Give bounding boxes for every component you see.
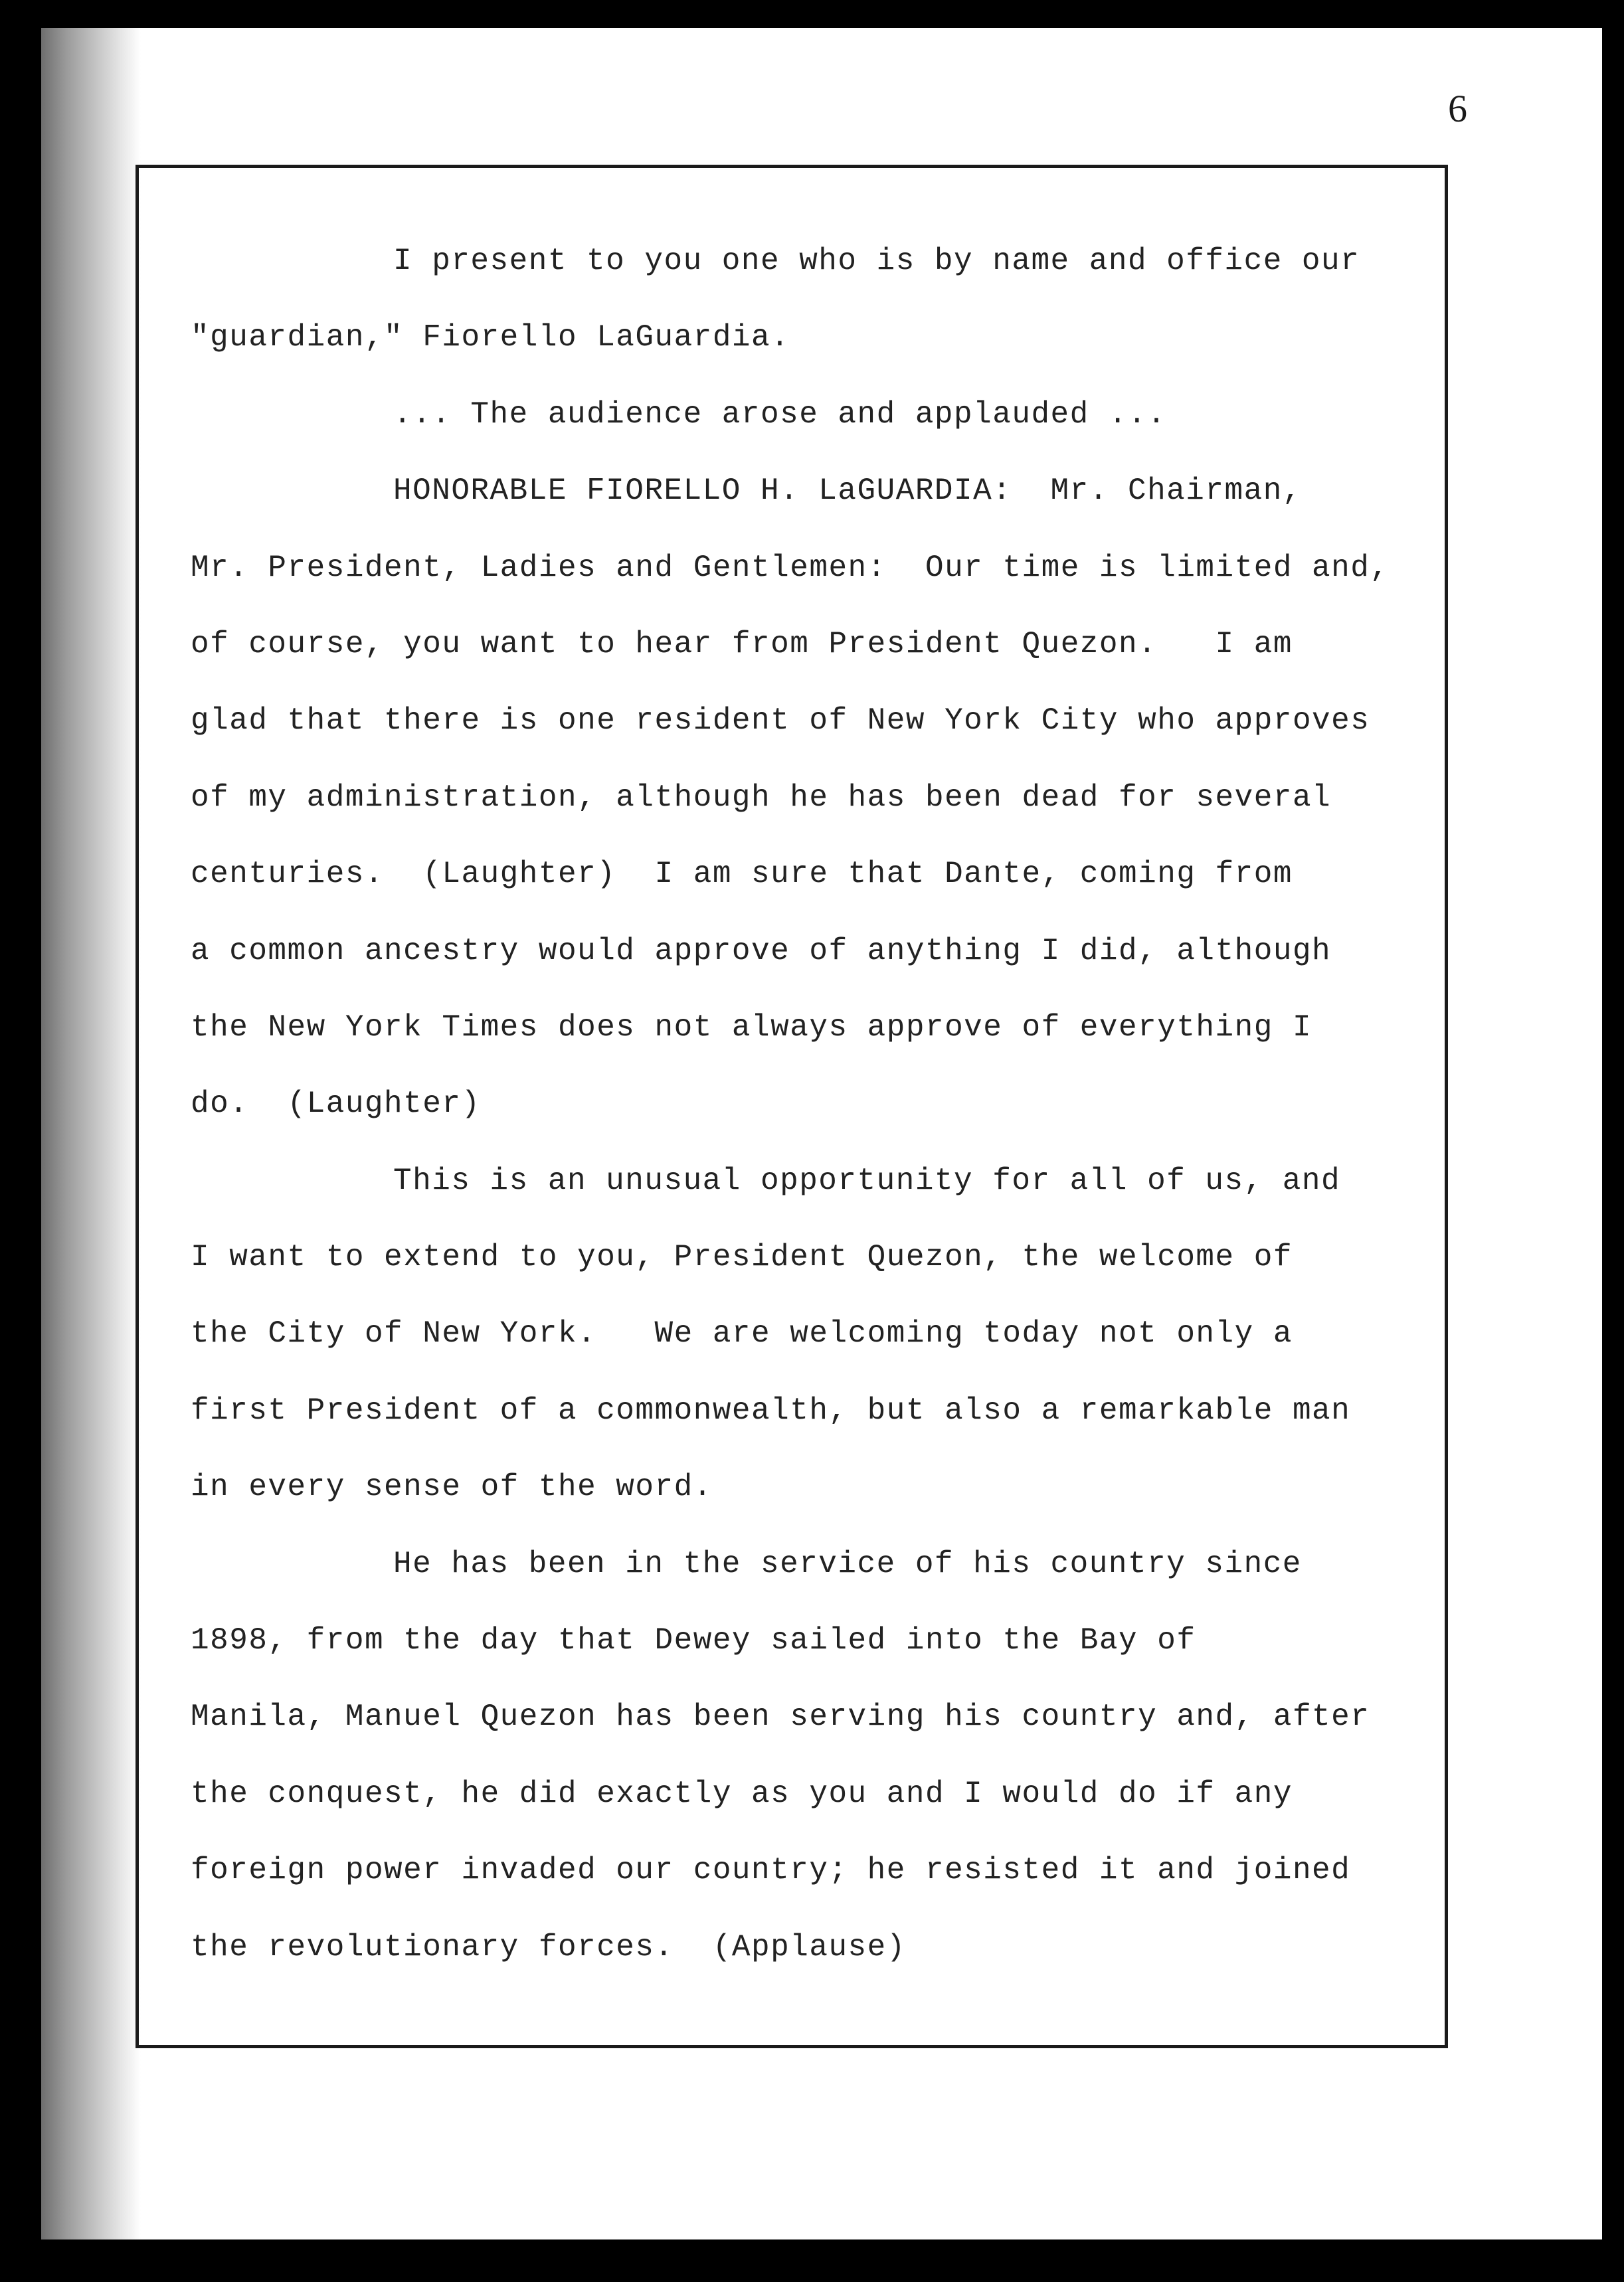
text-line: the City of New York. We are welcoming today not only a xyxy=(191,1316,1293,1352)
text-line: This is an unusual opportunity for all of us, and xyxy=(393,1163,1341,1198)
text-line: do. (Laughter) xyxy=(191,1087,481,1122)
text-line: the revolutionary forces. (Applause) xyxy=(191,1929,906,1965)
transcript-body xyxy=(191,246,1453,2008)
text-line: glad that there is one resident of New York City who approves xyxy=(191,703,1370,739)
page-number: 6 xyxy=(1448,87,1467,130)
text-line: the conquest, he did exactly as you and I would do if any xyxy=(191,1776,1293,1811)
text-line: of my administration, although he has been dead for several xyxy=(191,780,1332,815)
text-line: 1898, from the day that Dewey sailed into the Bay of xyxy=(191,1623,1196,1658)
text-line: a common ancestry would approve of anything I did, although xyxy=(191,933,1332,968)
text-line: first President of a commonwealth, but also a remarkable man xyxy=(191,1393,1351,1428)
scan-binding-shadow xyxy=(41,28,141,2239)
text-line: He has been in the service of his country since xyxy=(393,1546,1302,1581)
text-line: I want to extend to you, President Quezon, the welcome of xyxy=(191,1240,1293,1275)
text-line: I present to you one who is by name and office our xyxy=(393,244,1360,278)
text-line: in every sense of the word. xyxy=(191,1470,713,1505)
text-line: the New York Times does not always approve of everything I xyxy=(191,1009,1312,1045)
speaker-line: HONORABLE FIORELLO H. LaGUARDIA: Mr. Chairman, xyxy=(393,474,1302,509)
text-line: Manila, Manuel Quezon has been serving his country and, after xyxy=(191,1700,1370,1735)
text-line: of course, you want to hear from President Quezon. I am xyxy=(191,626,1293,661)
text-line: centuries. (Laughter) I am sure that Dante, coming from xyxy=(191,857,1293,892)
text-line: "guardian," Fiorello LaGuardia. xyxy=(191,320,790,355)
text-line: Mr. President, Ladies and Gentlemen: Our time is limited and, xyxy=(191,550,1390,585)
stage-direction: ... The audience arose and applauded ... xyxy=(393,396,1167,432)
text-line: foreign power invaded our country; he resisted it and joined xyxy=(191,1853,1351,1888)
